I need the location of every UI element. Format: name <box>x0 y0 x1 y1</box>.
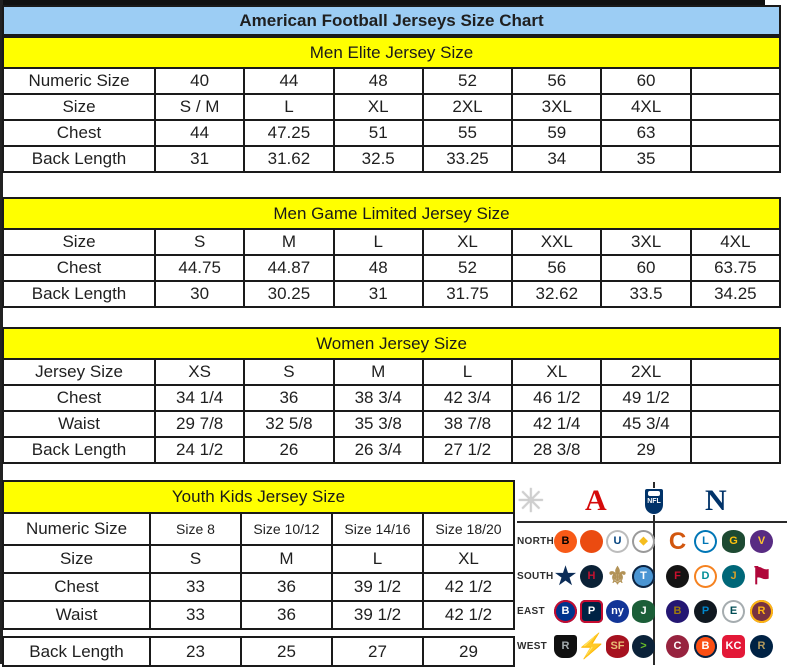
table-cell: 46 1/2 <box>511 386 600 410</box>
table-cell <box>690 438 779 462</box>
table-cell: 56 <box>511 256 600 280</box>
table-cell <box>690 360 779 384</box>
table-cell: XL <box>511 360 600 384</box>
table-cell: 39 1/2 <box>331 602 422 628</box>
table-cell: 34 1/4 <box>154 386 243 410</box>
men-elite-size-table <box>2 36 781 173</box>
titans-logo: T <box>632 565 655 588</box>
men-game-limited-size-table <box>2 197 781 308</box>
table-cell: 44.75 <box>154 256 243 280</box>
row-label: Numeric Size <box>25 519 128 538</box>
bills-logo: B <box>554 600 577 623</box>
afc-team-group <box>554 530 655 553</box>
table-cell: 4XL <box>690 230 779 254</box>
table-cell: 33.5 <box>600 282 689 306</box>
table-cell: XXL <box>511 230 600 254</box>
table-cell: Size 14/16 <box>331 514 422 544</box>
row-label: Numeric Size <box>28 71 130 90</box>
row-label: Size <box>59 549 94 568</box>
table-cell: 23 <box>149 638 240 665</box>
table-cell: 33.25 <box>422 147 511 171</box>
row-label: Waist <box>58 414 100 433</box>
table-cell: Size 8 <box>149 514 240 544</box>
eagles-logo: E <box>722 600 745 623</box>
afc-team-group <box>554 562 655 590</box>
table-cell: 27 1/2 <box>422 438 511 462</box>
table-cell: 44 <box>243 69 332 93</box>
table-cell: 35 3/8 <box>333 412 422 436</box>
table-cell <box>690 121 779 145</box>
table-row <box>4 436 779 462</box>
youth-back-length-table <box>2 636 515 667</box>
table-cell: L <box>422 360 511 384</box>
men-elite-table-body <box>4 69 779 171</box>
table-row <box>4 600 513 628</box>
men-game-limited-table-body <box>4 230 779 306</box>
giants-logo: ny <box>606 600 629 623</box>
logo-grid-rule <box>517 521 787 523</box>
row-label: Chest <box>56 388 102 407</box>
table-cell: XL <box>333 95 422 119</box>
table-cell: 42 1/2 <box>422 574 513 600</box>
table-cell: 48 <box>333 69 422 93</box>
nfc-team-group <box>666 600 773 623</box>
table-row <box>4 254 779 280</box>
table-cell: M <box>243 230 332 254</box>
table-row <box>4 280 779 306</box>
rams-logo: R <box>750 635 773 658</box>
division-row <box>517 524 787 559</box>
table-cell: 27 <box>331 638 422 665</box>
division-label: EAST <box>517 606 545 617</box>
women-table-body <box>4 360 779 462</box>
row-label: Jersey Size <box>35 362 123 381</box>
table-row <box>4 93 779 119</box>
texans-logo: H <box>580 565 603 588</box>
division-row <box>517 559 787 594</box>
table-cell: XL <box>422 230 511 254</box>
table-cell: 31 <box>333 282 422 306</box>
broncos-logo: B <box>694 635 717 658</box>
division-label: NORTH <box>517 536 555 547</box>
nfc-team-group <box>666 635 773 658</box>
table-cell: 2XL <box>422 95 511 119</box>
table-cell: 44.87 <box>243 256 332 280</box>
table-cell: 42 1/2 <box>422 602 513 628</box>
table-row <box>4 544 513 572</box>
table-cell <box>690 386 779 410</box>
table-cell: S <box>243 360 332 384</box>
table-cell: S <box>149 546 240 572</box>
saints-logo: ⚜ <box>606 562 629 590</box>
table-cell: 2XL <box>600 360 689 384</box>
table-cell: 45 3/4 <box>600 412 689 436</box>
steelers-logo: ◆ <box>632 530 655 553</box>
table-cell: 42 3/4 <box>422 386 511 410</box>
row-label: Size <box>62 232 96 251</box>
row-label: Back Length <box>31 440 127 459</box>
table-row <box>4 638 513 665</box>
youth-back-length-body <box>4 638 513 665</box>
bengals-logo: B <box>554 530 577 553</box>
jaguars-logo: J <box>722 565 745 588</box>
table-cell: 63 <box>600 121 689 145</box>
table-cell: 24 1/2 <box>154 438 243 462</box>
table-cell: 63.75 <box>690 256 779 280</box>
table-cell: 60 <box>600 69 689 93</box>
packers-logo: G <box>722 530 745 553</box>
table-cell: S <box>154 230 243 254</box>
table-cell: 4XL <box>600 95 689 119</box>
division-label: WEST <box>517 641 548 652</box>
table-cell <box>690 147 779 171</box>
table-cell: 47.25 <box>243 121 332 145</box>
cowboys-logo: ★ <box>554 562 577 590</box>
conference-logo-row <box>517 482 787 521</box>
table-cell: 36 <box>240 574 331 600</box>
table-cell: 33 <box>149 574 240 600</box>
jets-logo: J <box>632 600 655 623</box>
table-cell <box>690 69 779 93</box>
seahawks-logo: > <box>632 635 655 658</box>
table-row <box>4 572 513 600</box>
table-row <box>4 410 779 436</box>
49ers-logo: SF <box>606 635 629 658</box>
starburst-icon: ✳ <box>517 482 545 519</box>
section-title-youth: Youth Kids Jersey Size <box>4 482 513 514</box>
buccaneers-logo: ⚑ <box>750 562 773 590</box>
table-cell: 59 <box>511 121 600 145</box>
falcons-logo: F <box>666 565 689 588</box>
row-label: Back Length <box>31 149 127 168</box>
table-cell: 39 1/2 <box>331 574 422 600</box>
row-label: Chest <box>54 577 99 596</box>
table-cell: 25 <box>240 638 331 665</box>
table-cell <box>690 95 779 119</box>
table-cell: 60 <box>600 256 689 280</box>
table-cell: 52 <box>422 69 511 93</box>
table-cell: 42 1/4 <box>511 412 600 436</box>
redskins-logo: R <box>750 600 773 623</box>
section-title-men-game-limited: Men Game Limited Jersey Size <box>4 199 779 230</box>
division-row <box>517 594 787 629</box>
table-cell: 33 <box>149 602 240 628</box>
table-cell: 35 <box>600 147 689 171</box>
row-label: Waist <box>55 605 98 624</box>
table-cell: Size 18/20 <box>422 514 513 544</box>
table-cell: 36 <box>243 386 332 410</box>
table-cell: 29 <box>600 438 689 462</box>
division-row <box>517 629 787 664</box>
table-cell: 32 5/8 <box>243 412 332 436</box>
row-label: Size <box>62 97 96 116</box>
table-cell: 31 <box>154 147 243 171</box>
table-cell: 26 <box>243 438 332 462</box>
table-cell: 55 <box>422 121 511 145</box>
table-cell: 3XL <box>511 95 600 119</box>
afc-team-group <box>554 632 655 660</box>
table-cell: 52 <box>422 256 511 280</box>
lions-logo: L <box>694 530 717 553</box>
table-cell: L <box>331 546 422 572</box>
table-cell: L <box>243 95 332 119</box>
table-cell: 34.25 <box>690 282 779 306</box>
division-rows <box>517 524 787 664</box>
table-cell: 49 1/2 <box>600 386 689 410</box>
table-cell: 30 <box>154 282 243 306</box>
afc-team-group <box>554 600 655 623</box>
nfl-shield-label: NFL <box>647 498 661 505</box>
patriots-logo: P <box>580 600 603 623</box>
table-row <box>4 119 779 145</box>
table-cell: 31.75 <box>422 282 511 306</box>
nfc-team-group <box>666 527 773 555</box>
table-cell: Size 10/12 <box>240 514 331 544</box>
table-cell: 40 <box>154 69 243 93</box>
nfl-logo-grid <box>517 482 787 665</box>
table-cell: M <box>333 360 422 384</box>
table-row <box>4 360 779 384</box>
raiders-logo: R <box>554 635 577 658</box>
page-title: American Football Jerseys Size Chart <box>2 5 781 36</box>
nfl-shield-icon <box>644 488 664 515</box>
table-cell: 29 7/8 <box>154 412 243 436</box>
table-row <box>4 514 513 544</box>
table-cell: 26 3/4 <box>333 438 422 462</box>
table-cell: 56 <box>511 69 600 93</box>
nfc-team-group <box>666 562 773 590</box>
table-cell: 51 <box>333 121 422 145</box>
chargers-logo: ⚡ <box>576 632 607 660</box>
nfc-logo: N <box>705 484 727 517</box>
ravens-logo: B <box>666 600 689 623</box>
table-cell: 30.25 <box>243 282 332 306</box>
table-cell <box>690 412 779 436</box>
table-cell: 32.62 <box>511 282 600 306</box>
table-row <box>4 69 779 93</box>
table-cell: 36 <box>240 602 331 628</box>
afc-logo: A <box>585 484 607 517</box>
table-cell: 32.5 <box>333 147 422 171</box>
table-cell: S / M <box>154 95 243 119</box>
table-cell: XL <box>422 546 513 572</box>
division-label: SOUTH <box>517 571 554 582</box>
dolphins-logo: D <box>694 565 717 588</box>
table-row <box>4 145 779 171</box>
table-cell: 48 <box>333 256 422 280</box>
youth-table-body <box>4 514 513 628</box>
colts-logo: U <box>606 530 629 553</box>
cardinals-logo: C <box>666 635 689 658</box>
row-label: Chest <box>56 123 102 142</box>
table-cell: 44 <box>154 121 243 145</box>
section-title-women: Women Jersey Size <box>4 329 779 360</box>
women-size-table <box>2 327 781 464</box>
row-label: Back Length <box>29 641 124 661</box>
panthers-logo: P <box>694 600 717 623</box>
table-cell: 38 3/4 <box>333 386 422 410</box>
table-cell: 38 7/8 <box>422 412 511 436</box>
bears-logo: C <box>668 527 687 555</box>
table-cell: 3XL <box>600 230 689 254</box>
table-row <box>4 230 779 254</box>
table-cell: M <box>240 546 331 572</box>
chiefs-logo: KC <box>722 635 745 658</box>
table-cell: L <box>333 230 422 254</box>
table-cell: 28 3/8 <box>511 438 600 462</box>
youth-size-table <box>2 480 515 630</box>
table-cell: XS <box>154 360 243 384</box>
row-label: Back Length <box>31 284 127 303</box>
table-row <box>4 384 779 410</box>
section-title-men-elite: Men Elite Jersey Size <box>4 38 779 69</box>
table-cell: 29 <box>422 638 513 665</box>
table-cell: 34 <box>511 147 600 171</box>
table-cell: 31.62 <box>243 147 332 171</box>
browns-logo <box>580 530 603 553</box>
row-label: Chest <box>56 258 102 277</box>
vikings-logo: V <box>750 530 773 553</box>
